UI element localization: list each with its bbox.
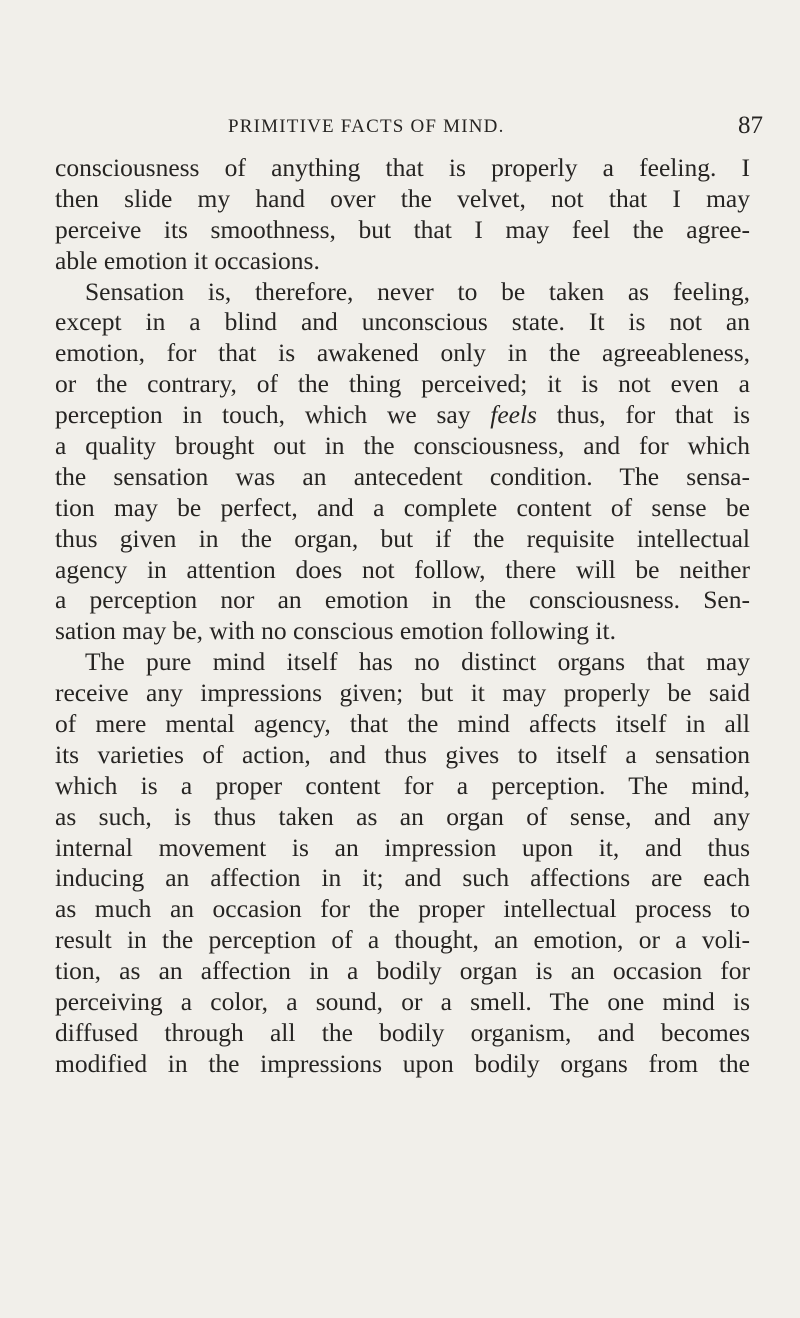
text-line: its varieties of action, and thus gives to itself a sensation bbox=[55, 739, 750, 769]
text-line: diffused through all the bodily organism, and becomes bbox=[55, 1017, 750, 1047]
text-line: receive any impressions given; but it may properly be said bbox=[55, 678, 750, 708]
body-text bbox=[55, 153, 750, 1080]
text-line: tion may be perfect, and a complete content of sense be bbox=[55, 492, 750, 522]
text-line: as such, is thus taken as an organ of sense, and any bbox=[55, 801, 750, 831]
text-line: a quality brought out in the consciousness, and for which bbox=[55, 431, 750, 461]
text-line: perceiving a color, a sound, or a smell. The one mind is bbox=[55, 987, 750, 1017]
text-line: result in the perception of a thought, an emotion, or a voli- bbox=[55, 925, 750, 955]
text-line: which is a proper content for a perception. The mind, bbox=[55, 770, 750, 800]
text-line: then slide my hand over the velvet, not that I may bbox=[55, 183, 750, 213]
text-line: perceive its smoothness, but that I may feel the agree- bbox=[55, 214, 750, 244]
text-line: Sensation is, therefore, never to be taken as feeling, bbox=[85, 276, 750, 306]
text-line: tion, as an affection in a bodily organ is an occasion for bbox=[55, 956, 750, 986]
text-line: except in a blind and unconscious state. It is not an bbox=[55, 307, 750, 337]
text-line: a perception nor an emotion in the consciousness. Sen- bbox=[55, 585, 750, 615]
emphasized-word: feels bbox=[490, 400, 537, 430]
page-number: 87 bbox=[738, 112, 763, 139]
text-line: inducing an affection in it; and such affections are each bbox=[55, 863, 750, 893]
text-line: modified in the impressions upon bodily organs from the bbox=[55, 1048, 750, 1078]
text-line: thus given in the organ, but if the requisite intellectual bbox=[55, 523, 750, 553]
text-segment: thus, for that is bbox=[556, 400, 750, 430]
text-line: sation may be, with no conscious emotion following it. bbox=[55, 616, 616, 646]
text-line: as much an occasion for the proper intellectual process to bbox=[55, 894, 750, 924]
text-line: able emotion it occasions. bbox=[55, 245, 320, 275]
text-line: The pure mind itself has no distinct organs that may bbox=[85, 647, 750, 677]
page-header bbox=[0, 112, 800, 142]
text-line-with-emphasis bbox=[55, 400, 750, 431]
text-line: emotion, for that is awakened only in the agreeableness, bbox=[55, 338, 750, 368]
text-line: the sensation was an antecedent condition. The sensa- bbox=[55, 461, 750, 491]
running-head: PRIMITIVE FACTS OF MIND. bbox=[228, 116, 505, 137]
text-line: or the contrary, of the thing perceived; it is not even a bbox=[55, 369, 750, 399]
text-segment: perception in touch, which we say bbox=[55, 400, 471, 430]
text-line: of mere mental agency, that the mind affects itself in all bbox=[55, 709, 750, 739]
text-line: internal movement is an impression upon it, and thus bbox=[55, 832, 750, 862]
text-line: consciousness of anything that is properly a feeling. I bbox=[55, 153, 750, 182]
text-line: agency in attention does not follow, there will be neither bbox=[55, 554, 750, 584]
